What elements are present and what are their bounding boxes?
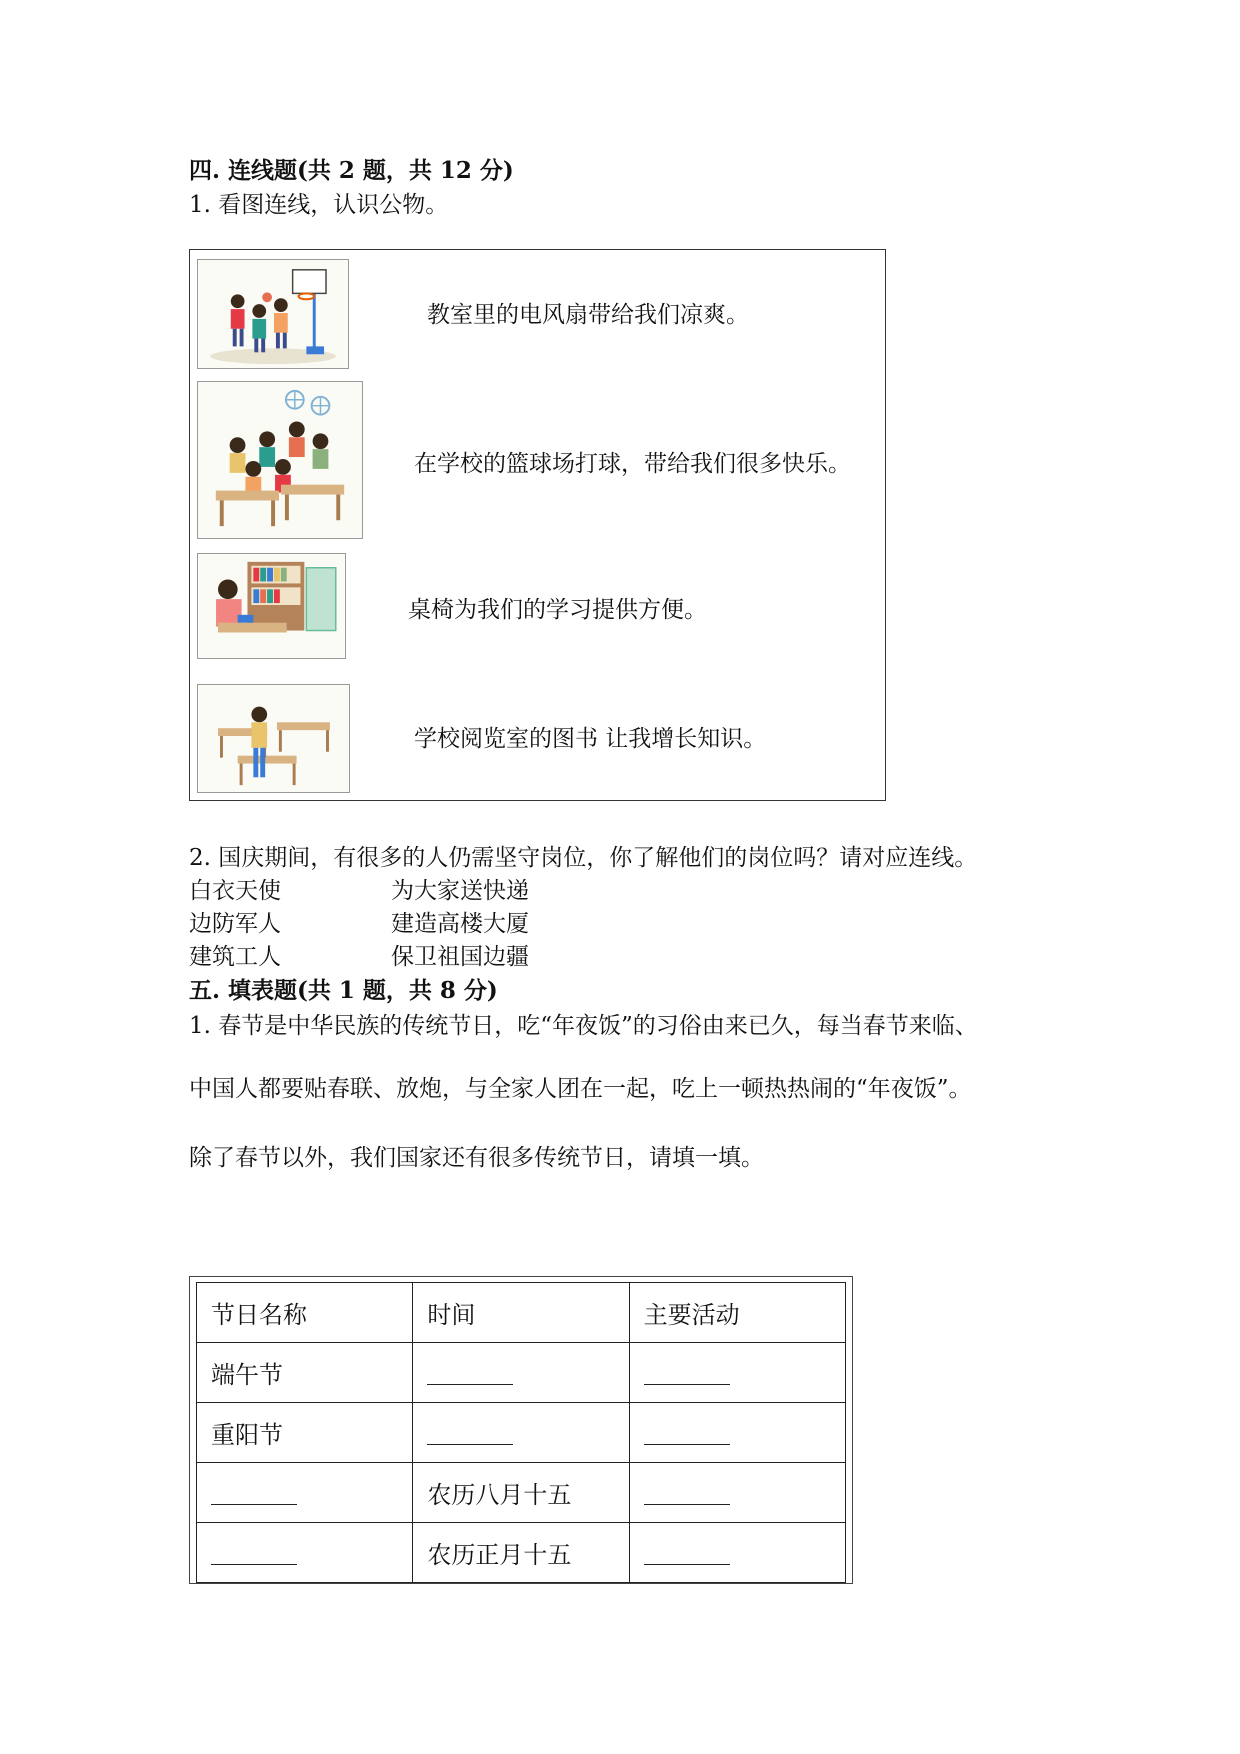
blank-cell[interactable]	[413, 1403, 629, 1463]
statement-4: 学校阅览室的图书 让我增长知识。	[414, 726, 767, 752]
table-cell: 重阳节	[197, 1403, 413, 1463]
section4-title: 四. 连线题(共 2 题，共 12 分)	[189, 157, 514, 184]
table-row	[197, 1463, 846, 1523]
table-cell: 农历正月十五	[413, 1523, 629, 1583]
festival-table	[196, 1282, 846, 1583]
blank-cell[interactable]	[629, 1403, 845, 1463]
desk-chair-icon	[197, 684, 350, 793]
q2-right-2: 建造高楼大厦	[391, 911, 529, 937]
blank-cell[interactable]	[197, 1523, 413, 1583]
blank-cell[interactable]	[629, 1343, 845, 1403]
blank-line	[211, 1482, 297, 1505]
table-row	[197, 1523, 846, 1583]
table-row	[197, 1403, 846, 1463]
blank-line	[427, 1422, 513, 1445]
blank-line	[644, 1362, 730, 1385]
q2-right-1: 为大家送快递	[391, 878, 529, 904]
bookshelf-icon	[197, 553, 346, 659]
s5-text-line2: 中国人都要贴春联、放炮，与全家人团在一起，吃上一顿热热闹的“年夜饭”。	[189, 1076, 972, 1102]
blank-line	[644, 1542, 730, 1565]
table-header-row	[197, 1283, 846, 1343]
blank-line	[644, 1422, 730, 1445]
s5-text-line1: 1. 春节是中华民族的传统节日，吃“年夜饭”的习俗由来已久，每当春节来临、	[189, 1013, 978, 1039]
ceiling-fan-icon	[197, 381, 363, 539]
table-cell: 农历八月十五	[413, 1463, 629, 1523]
q2-prompt: 2. 国庆期间，有很多的人仍需坚守岗位，你了解他们的岗位吗？请对应连线。	[189, 845, 978, 871]
header-cell: 主要活动	[629, 1283, 845, 1343]
s5-text-line3: 除了春节以外，我们国家还有很多传统节日，请填一填。	[189, 1145, 764, 1171]
table-row	[197, 1343, 846, 1403]
q2-right-3: 保卫祖国边疆	[391, 944, 529, 970]
blank-cell[interactable]	[629, 1523, 845, 1583]
table-cell: 端午节	[197, 1343, 413, 1403]
q1-prompt: 1. 看图连线，认识公物。	[189, 192, 449, 218]
festival-table-frame	[189, 1276, 853, 1584]
statement-1: 教室里的电风扇带给我们凉爽。	[427, 302, 749, 328]
statement-2: 在学校的篮球场打球，带给我们很多快乐。	[414, 451, 851, 477]
basketball-court-icon	[197, 259, 349, 369]
matching-box	[189, 249, 886, 801]
q2-left-1: 白衣天使	[189, 878, 281, 904]
blank-line	[211, 1542, 297, 1565]
blank-cell[interactable]	[629, 1463, 845, 1523]
blank-cell[interactable]	[197, 1463, 413, 1523]
blank-cell[interactable]	[413, 1343, 629, 1403]
header-cell: 时间	[413, 1283, 629, 1343]
blank-line	[427, 1362, 513, 1385]
q2-left-3: 建筑工人	[189, 944, 281, 970]
section5-title: 五. 填表题(共 1 题，共 8 分)	[189, 977, 498, 1004]
blank-line	[644, 1482, 730, 1505]
statement-3: 桌椅为我们的学习提供方便。	[408, 597, 707, 623]
q2-left-2: 边防军人	[189, 911, 281, 937]
header-cell: 节日名称	[197, 1283, 413, 1343]
